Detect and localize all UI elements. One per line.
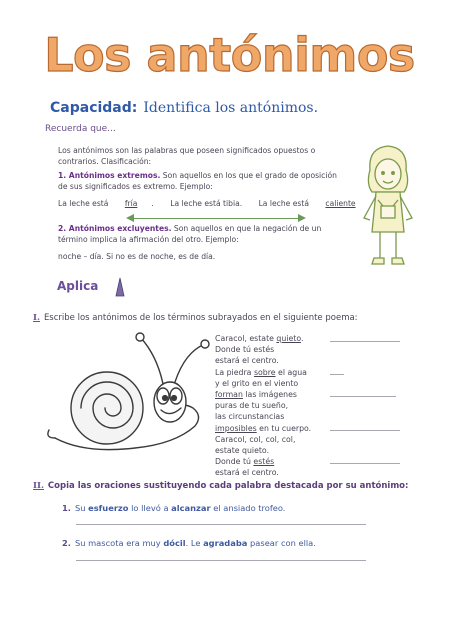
verso <box>215 333 311 344</box>
verso-texto: puras de tu sueño, <box>215 401 289 411</box>
verso-texto: Caracol, col, col, col, <box>215 434 296 444</box>
oracion-texto: el ansiado trofeo. <box>210 503 286 513</box>
verso-texto: estate quieto. <box>215 446 270 456</box>
antonimos-excluyentes <box>58 223 343 245</box>
seccion-2-numeral: II. <box>33 481 44 491</box>
verso <box>215 367 311 378</box>
oracion-numero: 2. <box>62 538 71 548</box>
scale-line <box>130 218 300 219</box>
arrow-right-icon <box>296 214 306 222</box>
snail-illustration-icon <box>45 330 210 460</box>
oracion-destacada: alcanzar <box>171 503 211 513</box>
seccion-1-texto: Escribe los antónimos de los términos subrayados en el siguiente poema: <box>43 313 358 323</box>
pencil-icon <box>110 276 132 298</box>
ejemplo-a-word: fría <box>124 199 138 208</box>
ejemplo-extremos <box>58 198 373 209</box>
ejemplo-b: La leche está tibia. <box>170 199 243 208</box>
aplica-heading: Aplica <box>57 279 99 293</box>
poema <box>215 333 311 479</box>
verso <box>215 411 311 422</box>
verso-texto: . <box>300 334 304 343</box>
page-title: Los antónimos <box>44 28 415 82</box>
ejemplo-a-pre: La leche está <box>58 199 111 208</box>
ejemplo-a: La leche está fría . <box>58 199 154 208</box>
verso-subrayado: quieto <box>276 334 301 343</box>
verso <box>215 423 311 434</box>
verso-texto: Donde tú <box>215 457 254 467</box>
answer-line-sobre[interactable] <box>330 374 344 375</box>
ejemplo-c: La leche está caliente . <box>258 199 373 208</box>
verso-texto: estará el centro. <box>215 356 279 366</box>
verso <box>215 355 311 366</box>
girl-illustration-icon <box>348 140 428 280</box>
ejemplo-c-word: caliente <box>325 199 356 208</box>
oracion-destacada: agradaba <box>203 538 248 548</box>
excluyentes-text: Son aquellos en que la negación de un término implica la afirmación del otro. Ejemplo: <box>58 224 322 244</box>
seccion-1-numeral: I. <box>33 313 40 323</box>
extremos-text: Son aquellos en los que el grado de oposición de sus significados es extremo. Ejemplo: <box>58 171 337 191</box>
verso <box>215 445 311 456</box>
oracion-texto: . Le <box>185 538 204 548</box>
answer-line-forman[interactable] <box>330 396 396 397</box>
verso-subrayado: estés <box>253 457 275 467</box>
capacidad-text: Identifica los antónimos. <box>143 100 319 116</box>
verso-subrayado: imposibles <box>215 423 257 433</box>
write-line-1[interactable] <box>76 524 366 525</box>
antonimos-extremos <box>58 170 343 192</box>
seccion-2-texto: Copia las oraciones sustituyendo cada palabra destacada por su antónimo: <box>47 481 409 491</box>
verso <box>215 389 311 400</box>
oracion-texto: Su <box>74 503 89 513</box>
verso-texto: y el grito en el viento <box>215 378 299 388</box>
excluyentes-label: 2. Antónimos excluyentes. <box>58 224 172 233</box>
seccion-1-instruccion <box>33 313 358 323</box>
answer-line-imposibles[interactable] <box>330 430 400 431</box>
verso <box>215 467 311 478</box>
seccion-2-instruccion <box>33 481 408 491</box>
write-line-2[interactable] <box>76 560 366 561</box>
verso-texto: las circunstancias <box>215 412 285 422</box>
oracion-1 <box>62 503 285 513</box>
verso <box>215 456 311 467</box>
verso <box>215 400 311 411</box>
capacidad-label: Capacidad: <box>50 100 138 116</box>
verso-texto: estará el centro. <box>215 468 279 478</box>
verso <box>215 434 311 445</box>
verso-subrayado: forman <box>215 390 243 400</box>
oracion-texto: Su mascota era muy <box>74 538 164 548</box>
oracion-texto: pasear con ella. <box>247 538 316 548</box>
answer-line-quieto[interactable] <box>330 341 400 342</box>
verso-texto: las imágenes <box>242 390 297 400</box>
capacidad <box>50 100 318 116</box>
arrow-left-icon <box>126 214 136 222</box>
definicion: Los antónimos son las palabras que poseen significados opuestos o contrarios. Clasificación: <box>58 146 316 166</box>
extremos-label: 1. Antónimos extremos. <box>58 171 161 180</box>
verso-texto: La piedra <box>215 367 254 377</box>
verso-texto: en tu cuerpo. <box>256 423 312 433</box>
verso-texto: Caracol, estate <box>215 334 277 343</box>
oracion-destacada: esfuerzo <box>88 503 129 513</box>
verso-texto: Donde tú estés <box>215 345 275 355</box>
ejemplo-excluyentes: noche – día. Si no es de noche, es de día. <box>58 252 216 261</box>
answer-line-estes[interactable] <box>330 463 400 464</box>
ejemplo-c-pre: La leche está <box>258 199 312 208</box>
recuerda-heading: Recuerda que... <box>45 124 116 134</box>
oracion-texto: lo llevó a <box>128 503 172 513</box>
verso-subrayado: sobre <box>253 367 276 377</box>
verso <box>215 378 311 389</box>
verso-texto: el agua <box>275 367 307 377</box>
oracion-numero: 1. <box>62 503 71 513</box>
oracion-2 <box>62 538 316 548</box>
verso <box>215 344 311 355</box>
oracion-destacada: dócil <box>163 538 186 548</box>
